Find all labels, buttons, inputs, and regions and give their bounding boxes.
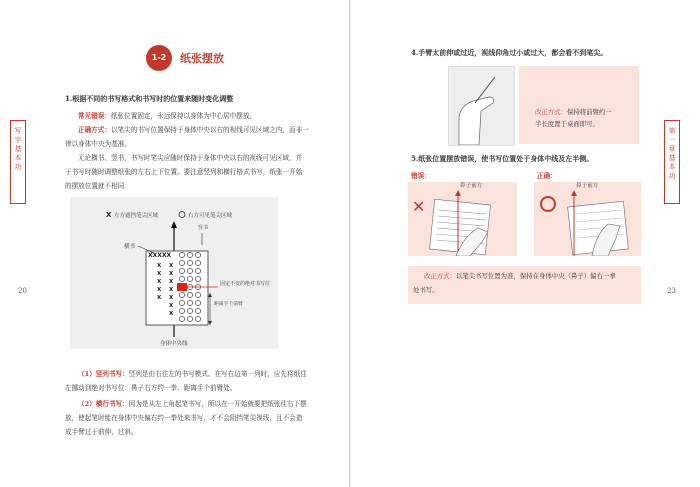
item2-line3: 成手臂过于前伸、过斜。	[65, 428, 138, 436]
body-center-label: 身体中央线	[160, 341, 188, 347]
nose-front-label-right: 鼻子前方	[576, 183, 599, 189]
left-page	[0, 0, 349, 487]
item2-label: 横行书写：	[95, 400, 129, 408]
body-line3: 的摆放位置就不相同：	[65, 182, 131, 190]
wrong-position-photo	[408, 182, 517, 256]
section-title: 1.根据不同的书写格式和书写时的位置来随时变化调整	[65, 94, 234, 103]
wrong-label: 错误：	[411, 172, 431, 180]
distance-label: 距离手个前臂	[214, 302, 243, 307]
hand-pen-icon	[449, 67, 514, 145]
x-row-text: XXXXX	[148, 252, 172, 259]
item1-line1	[78, 368, 307, 381]
item1-line2: 左挪动到绝对书写位：鼻子右方约一拳、距离手个前臂处。	[65, 384, 237, 392]
svg-text:X: X	[169, 279, 174, 285]
svg-text:X: X	[169, 271, 174, 277]
wrong-x-icon: ✕	[412, 197, 426, 216]
chapter-badge: 1-2	[146, 45, 172, 71]
fixed-position-marker	[177, 283, 187, 291]
svg-text:X: X	[169, 311, 174, 317]
nose-front-label-wrong: 鼻子前方	[460, 183, 483, 189]
center-arrow-icon	[171, 221, 177, 228]
svg-text:X: X	[157, 287, 162, 293]
item4-fix-text1: 保持将前臂约一	[566, 108, 612, 116]
item2-line2: 放，使起笔时能在身体中央偏右约一拳处来书写，才不会阻挡笔尖视线，且不会造	[65, 414, 303, 422]
item4-fix-line2: 半长度置于桌面即可。	[535, 120, 599, 128]
right-label: 正确：	[537, 172, 557, 180]
writing-position-figure	[70, 197, 278, 349]
side-tab-right	[664, 120, 680, 204]
item5-fix-line1	[424, 270, 616, 283]
correct-line	[78, 124, 309, 137]
item1-text1: 竖列是由右往左的书写模式。在写右边第一列时，应先将纸往	[128, 370, 307, 378]
correct-line1: 以笔尖的书写位置保持于身体中央以右的视线可见区域之内，而非一	[110, 126, 309, 134]
page-number: 20	[18, 287, 27, 295]
chapter-title: 纸张摆放	[180, 52, 224, 65]
svg-text:X: X	[169, 295, 174, 301]
svg-text:X: X	[157, 279, 162, 285]
item5-fix-line2: 处书写。	[413, 286, 439, 294]
error-line	[78, 110, 256, 123]
correct-line2: 律以身体中央为基准。	[65, 140, 131, 148]
item5-heading: 5.纸张位置摆放错误，使书写位置处于身体中线及左半侧。	[411, 154, 594, 163]
body-line1: 无论横书、竖书，书写时笔尖应随时保持于身体中央以右的视线可见区域，并	[78, 154, 303, 162]
item4-heading: 4.手臂太前伸或过近，视线仰角过小或过大，都会看不到笔尖。	[411, 48, 608, 57]
svg-text:X: X	[169, 303, 174, 309]
error-text: 纸张位置固定，永远保持以身体为中心居中摆放。	[110, 112, 257, 120]
item5-fix-box	[408, 266, 641, 304]
svg-text:X: X	[157, 295, 162, 301]
correct-position-photo	[534, 182, 641, 256]
svg-text:X: X	[106, 211, 112, 219]
legend-circle-icon	[179, 212, 185, 218]
item2-text1: 因为是从左上角起笔书写，所以在一开始就要把纸张往右下摆	[128, 400, 307, 408]
error-label: 常见错误：	[78, 112, 111, 120]
side-tab-text: 写字基本功	[14, 127, 22, 171]
figure-drawing	[70, 197, 278, 349]
correct-label: 正确方式：	[78, 126, 111, 134]
side-tab-right-text: 第一章 基本功	[668, 127, 676, 180]
body-line2: 于书写时随时调整纸张的左右上下位置。要注意竖列和横行格式书写，纸张一开始	[65, 168, 303, 176]
item1-num: （1）	[78, 370, 96, 378]
item2-num: （2）	[78, 400, 96, 408]
svg-text:X: X	[157, 271, 162, 277]
horizontal-label: 横书	[124, 244, 136, 250]
svg-text:X: X	[157, 263, 162, 269]
side-tab-left	[10, 120, 26, 204]
right-page	[351, 0, 700, 487]
photo-arm-reach	[448, 66, 515, 146]
item4-fix-label: 改正方式：	[535, 108, 567, 116]
fixed-position-label: 固定不变的绝对书写位	[220, 281, 271, 287]
page-number-right: 23	[667, 287, 676, 295]
item2-line1	[78, 398, 307, 411]
item4-fix-box	[519, 66, 639, 144]
svg-text:X: X	[169, 263, 174, 269]
item4-fix-line1	[535, 106, 612, 119]
vertical-label: 竖书	[198, 225, 209, 231]
legend-o-text: 右方可见笔尖区域	[188, 213, 233, 219]
item1-label: 竖列书写：	[95, 370, 129, 378]
svg-text:X: X	[169, 287, 174, 293]
correct-o-icon	[541, 197, 555, 211]
legend-x-text: 左方遮挡笔尖区域	[114, 213, 159, 219]
item5-fix-text1: 以笔尖书写位置为准，保持在身体中央（鼻子）偏右一拳	[455, 272, 616, 280]
item5-fix-label: 改正方式：	[424, 272, 456, 280]
